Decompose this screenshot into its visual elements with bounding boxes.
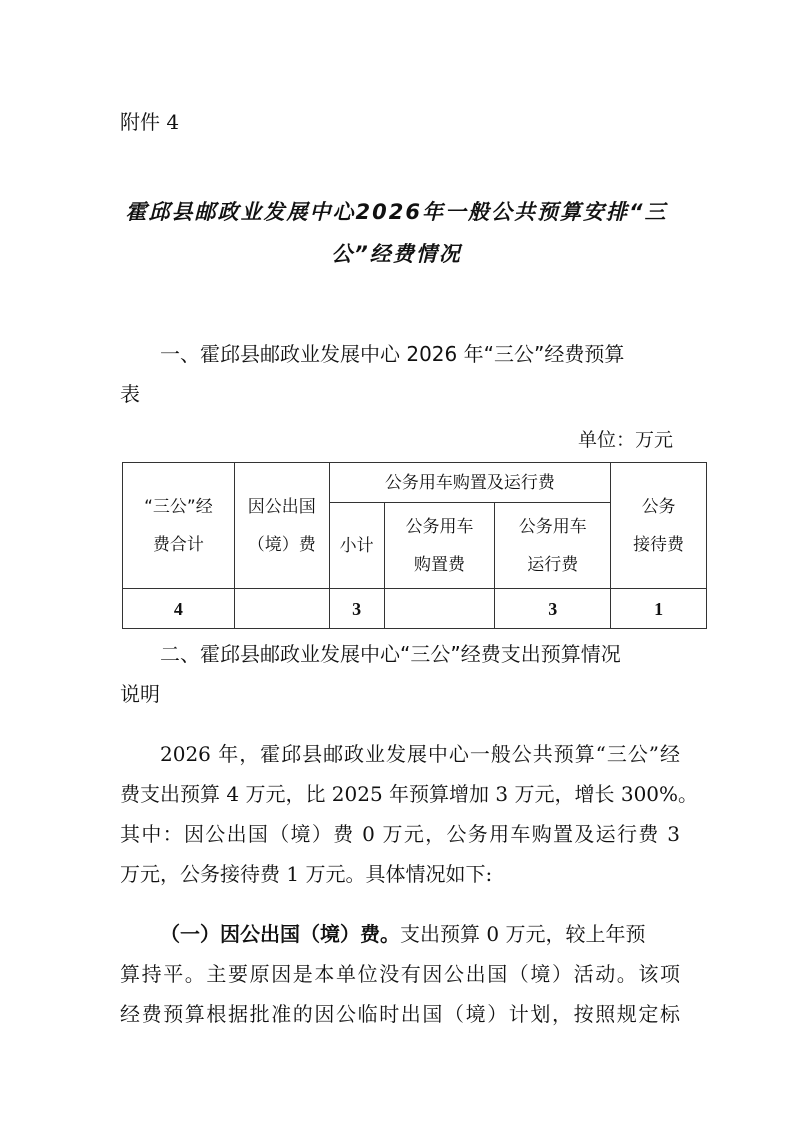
budget-table [122,462,707,629]
table-row [123,589,707,629]
section1-heading-cont: 表 [120,382,140,406]
paragraph2-first-text: 支出预算 0 万元，较上年预 [400,922,646,946]
paragraph1-line: 费支出预算 4 万元，比 2025 年预算增加 3 万元，增长 300%。 [120,782,699,806]
paragraph2-line: 经费预算根据批准的因公临时出国（境）计划，按照规定标 [120,1002,680,1026]
paragraph1-line: 2026 年，霍邱县邮政业发展中心一般公共预算“三公”经 [160,742,680,766]
paragraph2-first-line [160,918,645,947]
header-purchase: 公务用车 购置费 [384,503,495,589]
header-abroad: 因公出国 （境）费 [234,463,329,589]
document-title-line-2: 公”经费情况 [331,242,462,266]
paragraph1-line: 其中：因公出国（境）费 0 万元，公务用车购置及运行费 3 [120,822,680,846]
section1-heading: 一、霍邱县邮政业发展中心 2026 年“三公”经费预算 [160,342,625,366]
cell-abroad [234,589,329,629]
header-operation: 公务用车 运行费 [495,503,611,589]
paragraph2-lead: （一）因公出国（境）费。 [160,922,400,946]
paragraph2-line: 算持平。主要原因是本单位没有因公出国（境）活动。该项 [120,962,680,986]
cell-purchase [384,589,495,629]
document-title-line-1: 霍邱县邮政业发展中心2026年一般公共预算安排“三 [125,200,668,224]
cell-total: 4 [123,589,235,629]
attachment-label: 附件 4 [120,110,180,134]
unit-label: 单位：万元 [577,429,673,451]
cell-reception: 1 [611,589,707,629]
header-reception: 公务 接待费 [611,463,707,589]
header-subtotal: 小计 [329,503,384,589]
section2-heading-cont: 说明 [120,682,160,706]
cell-operation: 3 [495,589,611,629]
paragraph1-line: 万元，公务接待费 1 万元。具体情况如下: [120,862,493,886]
section2-heading: 二、霍邱县邮政业发展中心“三公”经费支出预算情况 [160,642,621,666]
header-total: “三公”经 费合计 [123,463,235,589]
cell-subtotal: 3 [329,589,384,629]
header-car: 公务用车购置及运行费 [329,463,610,503]
